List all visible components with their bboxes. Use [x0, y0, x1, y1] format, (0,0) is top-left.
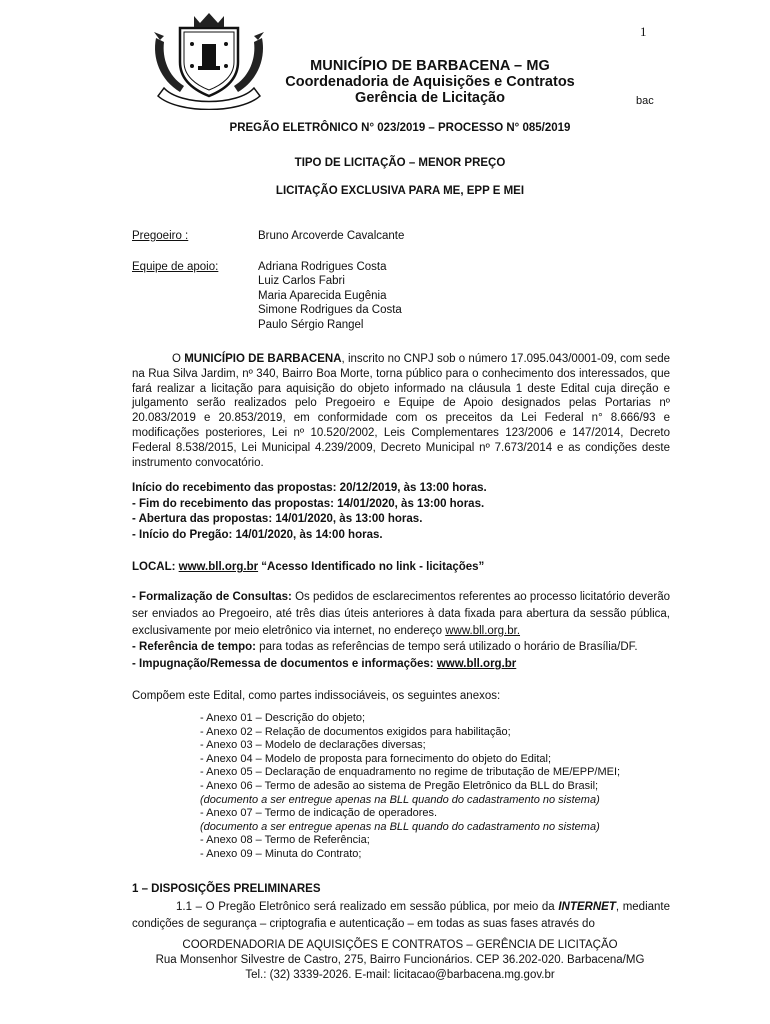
- equipe-label: Equipe de apoio:: [132, 260, 219, 273]
- schedule-list: [132, 481, 487, 543]
- intro-text: , inscrito no CNPJ sob o número 17.095.043/0001-09, com sede na Rua Silva Jardim, nº 340, Bairro Boa Morte, torna público para o conhecimento dos interessados, que fará realizar a licitação para aquisição do objeto informado na cláusula 1 deste Edital cuja direção e julgamento serão realizados pelo Pregoeiro e Equipe de Apoio designados pelas Portarias nº 20.083/2019 e 20.853/2019, em conformidade com os preceitos da Lei Federal n° 8.666/93 e modificações posteriores, Lei nº 10.520/2002, Leis Complementares 123/2006 e 147/2014, Decreto Federal 8.538/2015, Lei Municipal 4.239/2009, Decreto Municipal nº 7.673/2014 e as condições deste instrumento convocatório.: [132, 353, 670, 469]
- consultas-text: Os pedidos de esclarecimentos referentes ao processo licitatório deverão ser enviados ao Pregoeiro, até três dias úteis anteriores à data fixada para abertura da sessão pública, exclusivamente por meio eletrônico via internet, no endereço: [132, 591, 670, 637]
- header-municipality: MUNICÍPIO DE BARBACENA – MG: [310, 58, 550, 74]
- footer-department: COORDENADORIA DE AQUISIÇÕES E CONTRATOS – GERÊNCIA DE LICITAÇÃO: [182, 939, 618, 951]
- annex-note: (documento a ser entregue apenas na BLL quando do cadastramento no sistema): [200, 793, 600, 806]
- equipe-member: Maria Aparecida Eugênia: [258, 289, 387, 302]
- page-footer: [0, 938, 770, 984]
- header-tag: bac: [636, 95, 654, 107]
- schedule-item: Início do recebimento das propostas: 20/12/2019, às 13:00 horas.: [132, 482, 487, 494]
- impugnacao-label: - Impugnação/Remessa de documentos e informações:: [132, 658, 437, 671]
- equipe-member: Adriana Rodrigues Costa: [258, 260, 387, 273]
- annex-item: - Anexo 07 – Termo de indicação de operadores.: [200, 807, 438, 820]
- annex-item: - Anexo 04 – Modelo de proposta para fornecimento do objeto do Edital;: [200, 752, 552, 765]
- licitacao-exclusiva: LICITAÇÃO EXCLUSIVA PARA ME, EPP E MEI: [275, 185, 525, 197]
- header-department: Coordenadoria de Aquisições e Contratos: [285, 74, 575, 90]
- schedule-item: - Início do Pregão: 14/01/2020, às 14:00 horas.: [132, 528, 383, 541]
- intro-municipality: MUNICÍPIO DE BARBACENA: [184, 353, 342, 365]
- annex-item: - Anexo 03 – Modelo de declarações diversas;: [200, 739, 426, 752]
- referencia-text: para todas as referências de tempo será utilizado o horário de Brasília/DF.: [255, 641, 638, 654]
- equipe-member: Paulo Sérgio Rangel: [258, 318, 364, 331]
- footer-address: Rua Monsenhor Silvestre de Castro, 275, Bairro Funcionários. CEP 36.202-020. Barbacena/MG: [155, 954, 645, 967]
- pregoeiro-label: Pregoeiro :: [132, 230, 189, 242]
- annex-list: [200, 712, 620, 862]
- schedule-item: - Fim do recebimento das propostas: 14/01/2020, às 13:00 horas.: [132, 497, 485, 510]
- annex-item: - Anexo 05 – Declaração de enquadramento no regime de tributação de ME/EPP/MEI;: [200, 766, 621, 779]
- schedule-item: - Abertura das propostas: 14/01/2020, às 13:00 horas.: [132, 513, 423, 526]
- intro-prefix: O: [172, 353, 185, 365]
- pregao-title: PREGÃO ELETRÔNICO N° 023/2019 – PROCESSO N° 085/2019: [229, 122, 571, 134]
- pregoeiro-name: Bruno Arcoverde Cavalcante: [258, 230, 405, 242]
- referencia-label: - Referência de tempo:: [132, 641, 256, 654]
- intro-paragraph: [132, 352, 670, 470]
- annex-item: - Anexo 01 – Descrição do objeto;: [200, 712, 366, 724]
- annex-intro: Compõem este Edital, como partes indissociáveis, os seguintes anexos:: [132, 690, 501, 702]
- consultas-link[interactable]: www.bll.org.br.: [445, 624, 521, 637]
- equipe-member: Luiz Carlos Fabri: [258, 275, 345, 288]
- annex-item: - Anexo 08 – Termo de Referência;: [200, 834, 370, 847]
- section-paragraph: [132, 899, 670, 932]
- tipo-licitacao: TIPO DE LICITAÇÃO – MENOR PREÇO: [294, 157, 506, 169]
- local-text: “Acesso Identificado no link - licitações”: [258, 561, 485, 573]
- section-text-bold: INTERNET: [558, 901, 616, 913]
- page-number: 1: [640, 24, 647, 39]
- section-title: 1 – DISPOSIÇÕES PRELIMINARES: [132, 883, 321, 895]
- local-label: LOCAL:: [132, 561, 179, 573]
- equipe-member: Simone Rodrigues da Costa: [258, 304, 402, 317]
- section-text-end: , mediante condições de segurança – criptografia e autenticação – em todas as suas fases através do: [132, 901, 671, 930]
- local-line: [132, 561, 484, 573]
- annex-item: - Anexo 02 – Relação de documentos exigidos para habilitação;: [200, 725, 511, 738]
- annex-note: (documento a ser entregue apenas na BLL quando do cadastramento no sistema): [200, 820, 600, 833]
- roles-block: [132, 229, 404, 333]
- consultas-label: - Formalização de Consultas:: [132, 591, 292, 603]
- letterhead: [0, 58, 770, 106]
- annex-item: - Anexo 06 – Termo de adesão ao sistema de Pregão Eletrônico da BLL do Brasil;: [200, 779, 599, 792]
- consultas-block: [132, 589, 670, 673]
- header-office: Gerência de Licitação: [355, 90, 505, 106]
- section-text-start: 1.1 – O Pregão Eletrônico será realizado em sessão pública, por meio da: [176, 901, 559, 913]
- impugnacao-link[interactable]: www.bll.org.br: [436, 658, 517, 671]
- annex-item: - Anexo 09 – Minuta do Contrato;: [200, 847, 362, 860]
- local-link[interactable]: www.bll.org.br: [178, 561, 259, 573]
- footer-contact: Tel.: (32) 3339-2026. E-mail: licitacao@barbacena.mg.gov.br: [245, 969, 555, 982]
